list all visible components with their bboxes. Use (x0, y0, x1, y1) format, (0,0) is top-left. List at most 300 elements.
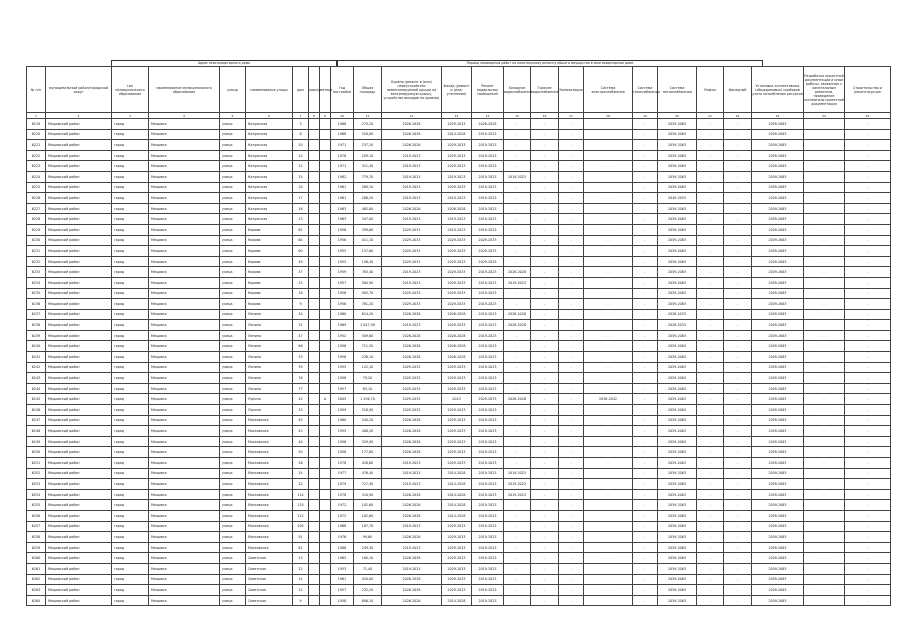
cell-no: 6247 (27, 415, 46, 426)
cell-type: город (112, 214, 149, 225)
cell-sewer: - (559, 532, 584, 543)
cell-roof: 2019-2023 (382, 171, 442, 182)
cell-hot: - (531, 277, 559, 288)
cell-street_type: улица (220, 288, 246, 299)
cell-lit (320, 468, 331, 479)
cell-type: город (112, 309, 149, 320)
cell-settlement: Мещовск (149, 479, 220, 490)
cell-constr: - (845, 574, 891, 585)
cell-street: Советская (246, 595, 293, 606)
cell-type: город (112, 542, 149, 553)
cell-lit (320, 140, 331, 151)
cell-sewer: - (559, 383, 584, 394)
column-number: 9 (320, 113, 331, 119)
cell-foundation: 2019-2023 (472, 500, 504, 511)
cell-type: город (112, 373, 149, 384)
cell-area: 540,20 (354, 415, 382, 426)
cell-no: 6243 (27, 373, 46, 384)
cell-no: 6242 (27, 362, 46, 373)
cell-facade2: - (724, 267, 752, 278)
cell-heat: 2059-2063 (658, 373, 697, 384)
cell-lift: - (697, 235, 724, 246)
cell-docs: - (804, 320, 845, 331)
cell-constr: - (845, 426, 891, 437)
cell-year: 1952 (331, 330, 354, 341)
cell-lift: - (697, 224, 724, 235)
cell-no: 6238 (27, 320, 46, 331)
cell-power: - (584, 161, 633, 172)
cell-roof: 2019-2023 (382, 277, 442, 288)
cell-year: 1959 (331, 267, 354, 278)
cell-hot: - (531, 246, 559, 257)
cell-constr: - (845, 256, 891, 267)
cell-heat: 2059-2063 (658, 224, 697, 235)
cell-heat: 2059-2063 (658, 129, 697, 140)
cell-hot: - (531, 330, 559, 341)
cell-cold: - (504, 585, 531, 596)
cell-district: Мещовский район (46, 277, 112, 288)
cell-area: 564,90 (354, 277, 382, 288)
cell-constr: - (845, 320, 891, 331)
column-header-no: № п/п (27, 67, 46, 113)
cell-year: 1957 (331, 585, 354, 596)
cell-korp (309, 235, 320, 246)
cell-gas: - (633, 458, 658, 469)
cell-facade2: - (724, 426, 752, 437)
table-row (27, 203, 891, 214)
column-header-constr: Строительство и реконструкция (845, 67, 891, 113)
cell-type: город (112, 595, 149, 606)
cell-settlement: Мещовск (149, 309, 220, 320)
cell-settlement: Мещовск (149, 320, 220, 331)
cell-hot: - (531, 489, 559, 500)
cell-facade2: - (724, 299, 752, 310)
cell-street_type: улица (220, 362, 246, 373)
cell-power: - (584, 500, 633, 511)
cell-district: Мещовский район (46, 521, 112, 532)
cell-street_type: улица (220, 405, 246, 416)
cell-constr: - (845, 193, 891, 204)
cell-lift: - (697, 447, 724, 458)
cell-cold: - (504, 458, 531, 469)
cell-house: 17 (293, 193, 309, 204)
cell-sewer: - (559, 500, 584, 511)
cell-area: 814,20 (354, 309, 382, 320)
column-header-lit: литера (320, 67, 331, 113)
cell-foundation: 2019-2023 (472, 373, 504, 384)
cell-lit (320, 352, 331, 363)
cell-house: 49 (293, 256, 309, 267)
cell-roof: 2019-2023 (382, 267, 442, 278)
cell-lift: - (697, 193, 724, 204)
cell-no: 6262 (27, 574, 46, 585)
cell-facade: 2029-2033 (442, 383, 472, 394)
cell-lift: - (697, 373, 724, 384)
cell-district: Мещовский район (46, 309, 112, 320)
cell-lift: - (697, 468, 724, 479)
cell-no: 6261 (27, 563, 46, 574)
cell-year: 2005 (331, 394, 354, 405)
cell-heat: 2059-2063 (658, 394, 697, 405)
cell-constr: - (845, 330, 891, 341)
table-row (27, 521, 891, 532)
cell-foundation: 2019-2023 (472, 171, 504, 182)
cell-heat: 2059-2063 (658, 500, 697, 511)
cell-foundation: 2019-2023 (472, 426, 504, 437)
cell-settlement: Мещовск (149, 553, 220, 564)
cell-year: 1963 (331, 203, 354, 214)
cell-area: 727,40 (354, 479, 382, 490)
cell-roof: 2026-2028 (382, 309, 442, 320)
cell-street_type: улица (220, 119, 246, 130)
cell-area: 209,10 (354, 150, 382, 161)
cell-power: - (584, 362, 633, 373)
cell-type: город (112, 129, 149, 140)
column-header-street: наименование улицы (246, 67, 293, 113)
table-row (27, 150, 891, 161)
cell-heat: 2059-2063 (658, 352, 697, 363)
table-row (27, 489, 891, 500)
cell-heat: 2026-2033 (658, 320, 697, 331)
cell-no: 6264 (27, 595, 46, 606)
cell-settlement: Мещовск (149, 129, 220, 140)
cell-street_type: улица (220, 553, 246, 564)
cell-street: Калужская (246, 119, 293, 130)
cell-gas: - (633, 256, 658, 267)
column-header-district: муниципальный район/городской округ (46, 67, 112, 113)
cell-cold: - (504, 224, 531, 235)
cell-sewer: - (559, 341, 584, 352)
cell-lift: - (697, 256, 724, 267)
cell-no: 6256 (27, 510, 46, 521)
cell-area: 428,60 (354, 458, 382, 469)
cell-heat: 2059-2063 (658, 510, 697, 521)
cell-korp (309, 415, 320, 426)
cell-sewer: - (559, 214, 584, 225)
column-header-korp: корпус (309, 67, 320, 113)
cell-house: 10 (293, 182, 309, 193)
cell-sewer: - (559, 373, 584, 384)
cell-hot: - (531, 500, 559, 511)
cell-facade2: - (724, 193, 752, 204)
cell-gas: - (633, 563, 658, 574)
cell-meters: 2059-2063 (752, 299, 804, 310)
cell-roof: 2029-2033 (382, 383, 442, 394)
cell-korp (309, 203, 320, 214)
cell-constr: - (845, 479, 891, 490)
cell-district: Мещовский район (46, 510, 112, 521)
cell-foundation: 2019-2023 (472, 553, 504, 564)
cell-docs: - (804, 595, 845, 606)
cell-constr: - (845, 161, 891, 172)
cell-gas: - (633, 595, 658, 606)
cell-district: Мещовский район (46, 563, 112, 574)
cell-power: - (584, 458, 633, 469)
cell-type: город (112, 394, 149, 405)
address-group-header: Адрес многоквартирного дома (111, 60, 337, 67)
table-row (27, 140, 891, 151)
cell-hot: - (531, 214, 559, 225)
cell-facade2: - (724, 277, 752, 288)
cell-roof: 2029-2033 (382, 394, 442, 405)
cell-gas: - (633, 532, 658, 543)
cell-lit (320, 553, 331, 564)
cell-cold: - (504, 256, 531, 267)
cell-lift: - (697, 426, 724, 437)
cell-area: 85,10 (354, 383, 382, 394)
cell-facade2: - (724, 341, 752, 352)
cell-district: Мещовский район (46, 585, 112, 596)
cell-facade: 2026-2028 (442, 330, 472, 341)
cell-no: 6220 (27, 129, 46, 140)
cell-cold: 2019-2023 (504, 277, 531, 288)
cell-settlement: Мещовск (149, 119, 220, 130)
cell-docs: - (804, 193, 845, 204)
cell-korp (309, 171, 320, 182)
cell-no: 6224 (27, 171, 46, 182)
cell-lift: - (697, 458, 724, 469)
cell-foundation: 2019-2023 (472, 510, 504, 521)
cell-area: 420,00 (354, 574, 382, 585)
cell-power: - (584, 140, 633, 151)
cell-meters: 2059-2063 (752, 246, 804, 257)
works-group-header: Период проведения работ по капитальному ремонту общего имущества в многоквартирном доме (337, 60, 763, 67)
column-number: 24 (804, 113, 845, 119)
cell-year: 1961 (331, 182, 354, 193)
cell-docs: - (804, 161, 845, 172)
cell-foundation: 2019-2023 (472, 129, 504, 140)
cell-type: город (112, 585, 149, 596)
cell-street_type: улица (220, 479, 246, 490)
cell-lit (320, 458, 331, 469)
cell-street: Калужская (246, 150, 293, 161)
cell-facade: 2019-2023 (442, 224, 472, 235)
cell-korp (309, 299, 320, 310)
cell-cold: - (504, 119, 531, 130)
cell-gas: - (633, 362, 658, 373)
cell-heat: 2059-2063 (658, 277, 697, 288)
cell-sewer: - (559, 277, 584, 288)
cell-year: 1957 (331, 277, 354, 288)
cell-lift: - (697, 405, 724, 416)
cell-gas: - (633, 426, 658, 437)
cell-heat: 2049-2053 (658, 193, 697, 204)
column-number: 20 (658, 113, 697, 119)
cell-foundation: 2019-2023 (472, 489, 504, 500)
cell-cold: - (504, 129, 531, 140)
cell-meters: 2059-2063 (752, 468, 804, 479)
cell-sewer: - (559, 468, 584, 479)
cell-district: Мещовский район (46, 171, 112, 182)
cell-facade: 2029-2033 (442, 542, 472, 553)
cell-sewer: - (559, 309, 584, 320)
cell-no: 6240 (27, 341, 46, 352)
cell-power: - (584, 585, 633, 596)
cell-street_type: улица (220, 299, 246, 310)
column-number: 4 (149, 113, 220, 119)
cell-meters: 2059-2063 (752, 373, 804, 384)
cell-street: Ленина (246, 309, 293, 320)
cell-foundation: 2019-2023 (472, 193, 504, 204)
cell-facade2: - (724, 235, 752, 246)
cell-street_type: улица (220, 140, 246, 151)
cell-heat: 2059-2063 (658, 585, 697, 596)
cell-sewer: - (559, 563, 584, 574)
cell-street_type: улица (220, 373, 246, 384)
cell-hot: - (531, 394, 559, 405)
cell-settlement: Мещовск (149, 341, 220, 352)
cell-settlement: Мещовск (149, 383, 220, 394)
cell-meters: 2059-2063 (752, 256, 804, 267)
cell-korp (309, 500, 320, 511)
cell-power: - (584, 532, 633, 543)
column-header-facade: Фасад (ремонт и (или) утепление) (442, 67, 472, 113)
cell-facade2: - (724, 352, 752, 363)
cell-lift: - (697, 436, 724, 447)
cell-settlement: Мещовск (149, 585, 220, 596)
cell-constr: - (845, 299, 891, 310)
cell-docs: - (804, 235, 845, 246)
cell-hot: - (531, 267, 559, 278)
cell-house: 77 (293, 383, 309, 394)
cell-district: Мещовский район (46, 352, 112, 363)
column-number: 18 (584, 113, 633, 119)
cell-year: 1963 (331, 214, 354, 225)
cell-no: 6245 (27, 394, 46, 405)
cell-korp (309, 479, 320, 490)
cell-docs: - (804, 171, 845, 182)
cell-year: 1957 (331, 383, 354, 394)
cell-street_type: улица (220, 458, 246, 469)
cell-roof: 2019-2023 (382, 521, 442, 532)
cell-no: 6235 (27, 288, 46, 299)
cell-roof: 2029-2033 (382, 288, 442, 299)
cell-district: Мещовский район (46, 330, 112, 341)
cell-meters: 2059-2063 (752, 267, 804, 278)
cell-meters: 2059-2063 (752, 171, 804, 182)
cell-house: 14 (293, 150, 309, 161)
cell-gas: - (633, 214, 658, 225)
cell-sewer: - (559, 320, 584, 331)
cell-area: 347,00 (354, 214, 382, 225)
cell-meters: 2059-2063 (752, 309, 804, 320)
cell-street_type: улица (220, 532, 246, 543)
cell-korp (309, 532, 320, 543)
cell-cold: 2026-2028 (504, 320, 531, 331)
cell-power: - (584, 182, 633, 193)
cell-roof: 2026-2028 (382, 500, 442, 511)
cell-lit (320, 563, 331, 574)
cell-constr: - (845, 182, 891, 193)
cell-facade2: - (724, 458, 752, 469)
cell-type: город (112, 193, 149, 204)
cell-hot: - (531, 224, 559, 235)
cell-korp (309, 521, 320, 532)
cell-area: 311,40 (354, 161, 382, 172)
cell-sewer: - (559, 405, 584, 416)
cell-street: Московская (246, 436, 293, 447)
cell-lit (320, 341, 331, 352)
cell-facade2: - (724, 595, 752, 606)
cell-gas: - (633, 277, 658, 288)
cell-lit (320, 309, 331, 320)
cell-street: Лукина (246, 405, 293, 416)
cell-power: - (584, 309, 633, 320)
cell-hot: - (531, 119, 559, 130)
column-header-row (27, 67, 891, 113)
cell-lit (320, 203, 331, 214)
cell-roof: 2026-2028 (382, 129, 442, 140)
cell-type: город (112, 119, 149, 130)
cell-street_type: улица (220, 256, 246, 267)
cell-docs: - (804, 140, 845, 151)
cell-meters: 2059-2063 (752, 203, 804, 214)
cell-no: 6226 (27, 193, 46, 204)
cell-street_type: улица (220, 510, 246, 521)
cell-street_type: улица (220, 235, 246, 246)
cell-docs: - (804, 500, 845, 511)
column-header-heat: Система теплоснабжения (658, 67, 697, 113)
column-header-power: Система электроснабжения (584, 67, 633, 113)
cell-heat: 2059-2063 (658, 574, 697, 585)
cell-hot: - (531, 447, 559, 458)
cell-street_type: улица (220, 330, 246, 341)
cell-cold: - (504, 288, 531, 299)
cell-house: 8 (293, 129, 309, 140)
cell-no: 6259 (27, 542, 46, 553)
cell-lit (320, 500, 331, 511)
cell-district: Мещовский район (46, 415, 112, 426)
cell-facade2: - (724, 468, 752, 479)
register-body (27, 119, 891, 606)
cell-house: 10 (293, 140, 309, 151)
cell-power: - (584, 479, 633, 490)
cell-power: - (584, 267, 633, 278)
cell-year: 1958 (331, 595, 354, 606)
cell-street: Московская (246, 521, 293, 532)
cell-type: город (112, 299, 149, 310)
cell-street: Ленина (246, 320, 293, 331)
cell-korp (309, 288, 320, 299)
cell-facade2: - (724, 203, 752, 214)
cell-foundation: 2019-2023 (472, 277, 504, 288)
cell-type: город (112, 288, 149, 299)
cell-no: 6219 (27, 119, 46, 130)
column-number: 6 (246, 113, 293, 119)
cell-no: 6232 (27, 256, 46, 267)
cell-lift: - (697, 182, 724, 193)
cell-no: 6248 (27, 426, 46, 437)
cell-meters: 2059-2063 (752, 140, 804, 151)
cell-settlement: Мещовск (149, 182, 220, 193)
cell-facade2: - (724, 585, 752, 596)
cell-facade2: - (724, 510, 752, 521)
cell-gas: - (633, 267, 658, 278)
column-number: 14 (472, 113, 504, 119)
cell-district: Мещовский район (46, 574, 112, 585)
cell-docs: - (804, 203, 845, 214)
table-row (27, 585, 891, 596)
cell-foundation: 2029-2033 (472, 256, 504, 267)
cell-korp (309, 362, 320, 373)
cell-heat: 2059-2063 (658, 330, 697, 341)
cell-docs: - (804, 341, 845, 352)
cell-house: 37 (293, 267, 309, 278)
cell-type: город (112, 426, 149, 437)
table-row (27, 532, 891, 543)
cell-sewer: - (559, 489, 584, 500)
cell-facade: 2029-2033 (442, 447, 472, 458)
